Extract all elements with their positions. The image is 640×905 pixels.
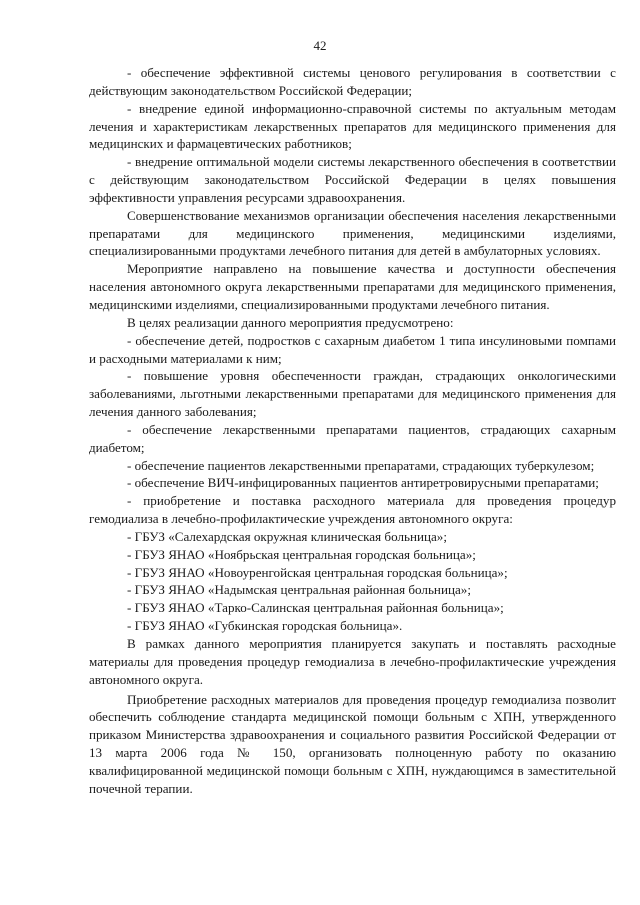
paragraph: - внедрение единой информационно-справочной системы по актуальным методам лечения и характеристикам лекарственных препаратов для медицинского применения для медицинских и фармацевтических работников; [89,100,616,152]
list-item: - ГБУЗ «Салехардская окружная клиническая больница»; [127,528,447,544]
document-body [89,64,616,798]
list-item: - ГБУЗ ЯНАО «Губкинская городская больница». [127,618,403,634]
paragraph: В рамках данного мероприятия планируется закупать и поставлять расходные материалы для проведения процедур гемодиализа в лечебно-профилактические учреждения автономного округа. [89,636,616,687]
list-item: - ГБУЗ ЯНАО «Тарко-Салинская центральная районная больница»; [127,600,504,616]
paragraph: Приобретение расходных материалов для проведения процедур гемодиализа позволит обеспечить соблюдение стандарта медицинской помощи больным с ХПН, утвержденного приказом Министерства здравоохранения и социального развития Российской Федерации от 13 марта 2006 года № 150, организовать полноценную работу по оказанию квалифицированной медицинской помощи больным с ХПН, нуждающимся в заместительной почечной терапии. [89,691,616,796]
list-item: - ГБУЗ ЯНАО «Ноябрьская центральная городская больница»; [127,546,476,562]
paragraph: Совершенствование механизмов организации обеспечения населения лекарственными препаратами для медицинского применения, медицинскими изделиями, специализированными продуктами лечебного питания для детей в амбулаторных условиях. [89,207,616,259]
paragraph: Мероприятие направлено на повышение качества и доступности обеспечения населения автономного округа лекарственными препаратами для медицинского применения, медицинскими изделиями, специализированными продуктами лечебного питания. [89,261,616,312]
paragraph: - приобретение и поставка расходного материала для проведения процедур гемодиализа в лечебно-профилактические учреждения автономного округа: [89,493,616,527]
paragraph: - обеспечение детей, подростков с сахарным диабетом 1 типа инсулиновыми помпами и расходными материалами к ним; [89,332,616,366]
paragraph: В целях реализации данного мероприятия предусмотрено: [127,314,454,330]
paragraph: - обеспечение ВИЧ-инфицированных пациентов антиретровирусными препаратами; [127,475,599,491]
paragraph: - обеспечение пациентов лекарственными препаратами, страдающих туберкулезом; [127,457,595,473]
paragraph: - внедрение оптимальной модели системы лекарственного обеспечения в соответствии с действующим законодательством Российской Федерации в целях повышения эффективности управления ресурсами здравоохранения. [89,154,616,205]
paragraph: - обеспечение лекарственными препаратами пациентов, страдающих сахарным диабетом; [89,421,616,455]
list-item: - ГБУЗ ЯНАО «Надымская центральная районная больница»; [127,582,471,598]
page-number: 42 [313,38,327,53]
list-item: - ГБУЗ ЯНАО «Новоуренгойская центральная городская больница»; [127,564,508,580]
paragraph: - повышение уровня обеспеченности граждан, страдающих онкологическими заболеваниями, льготными лекарственными препаратами для медицинского применения для лечения данного заболевания; [89,368,616,420]
paragraph: - обеспечение эффективной системы ценового регулирования в соответствии с действующим законодательством Российской Федерации; [89,65,616,98]
